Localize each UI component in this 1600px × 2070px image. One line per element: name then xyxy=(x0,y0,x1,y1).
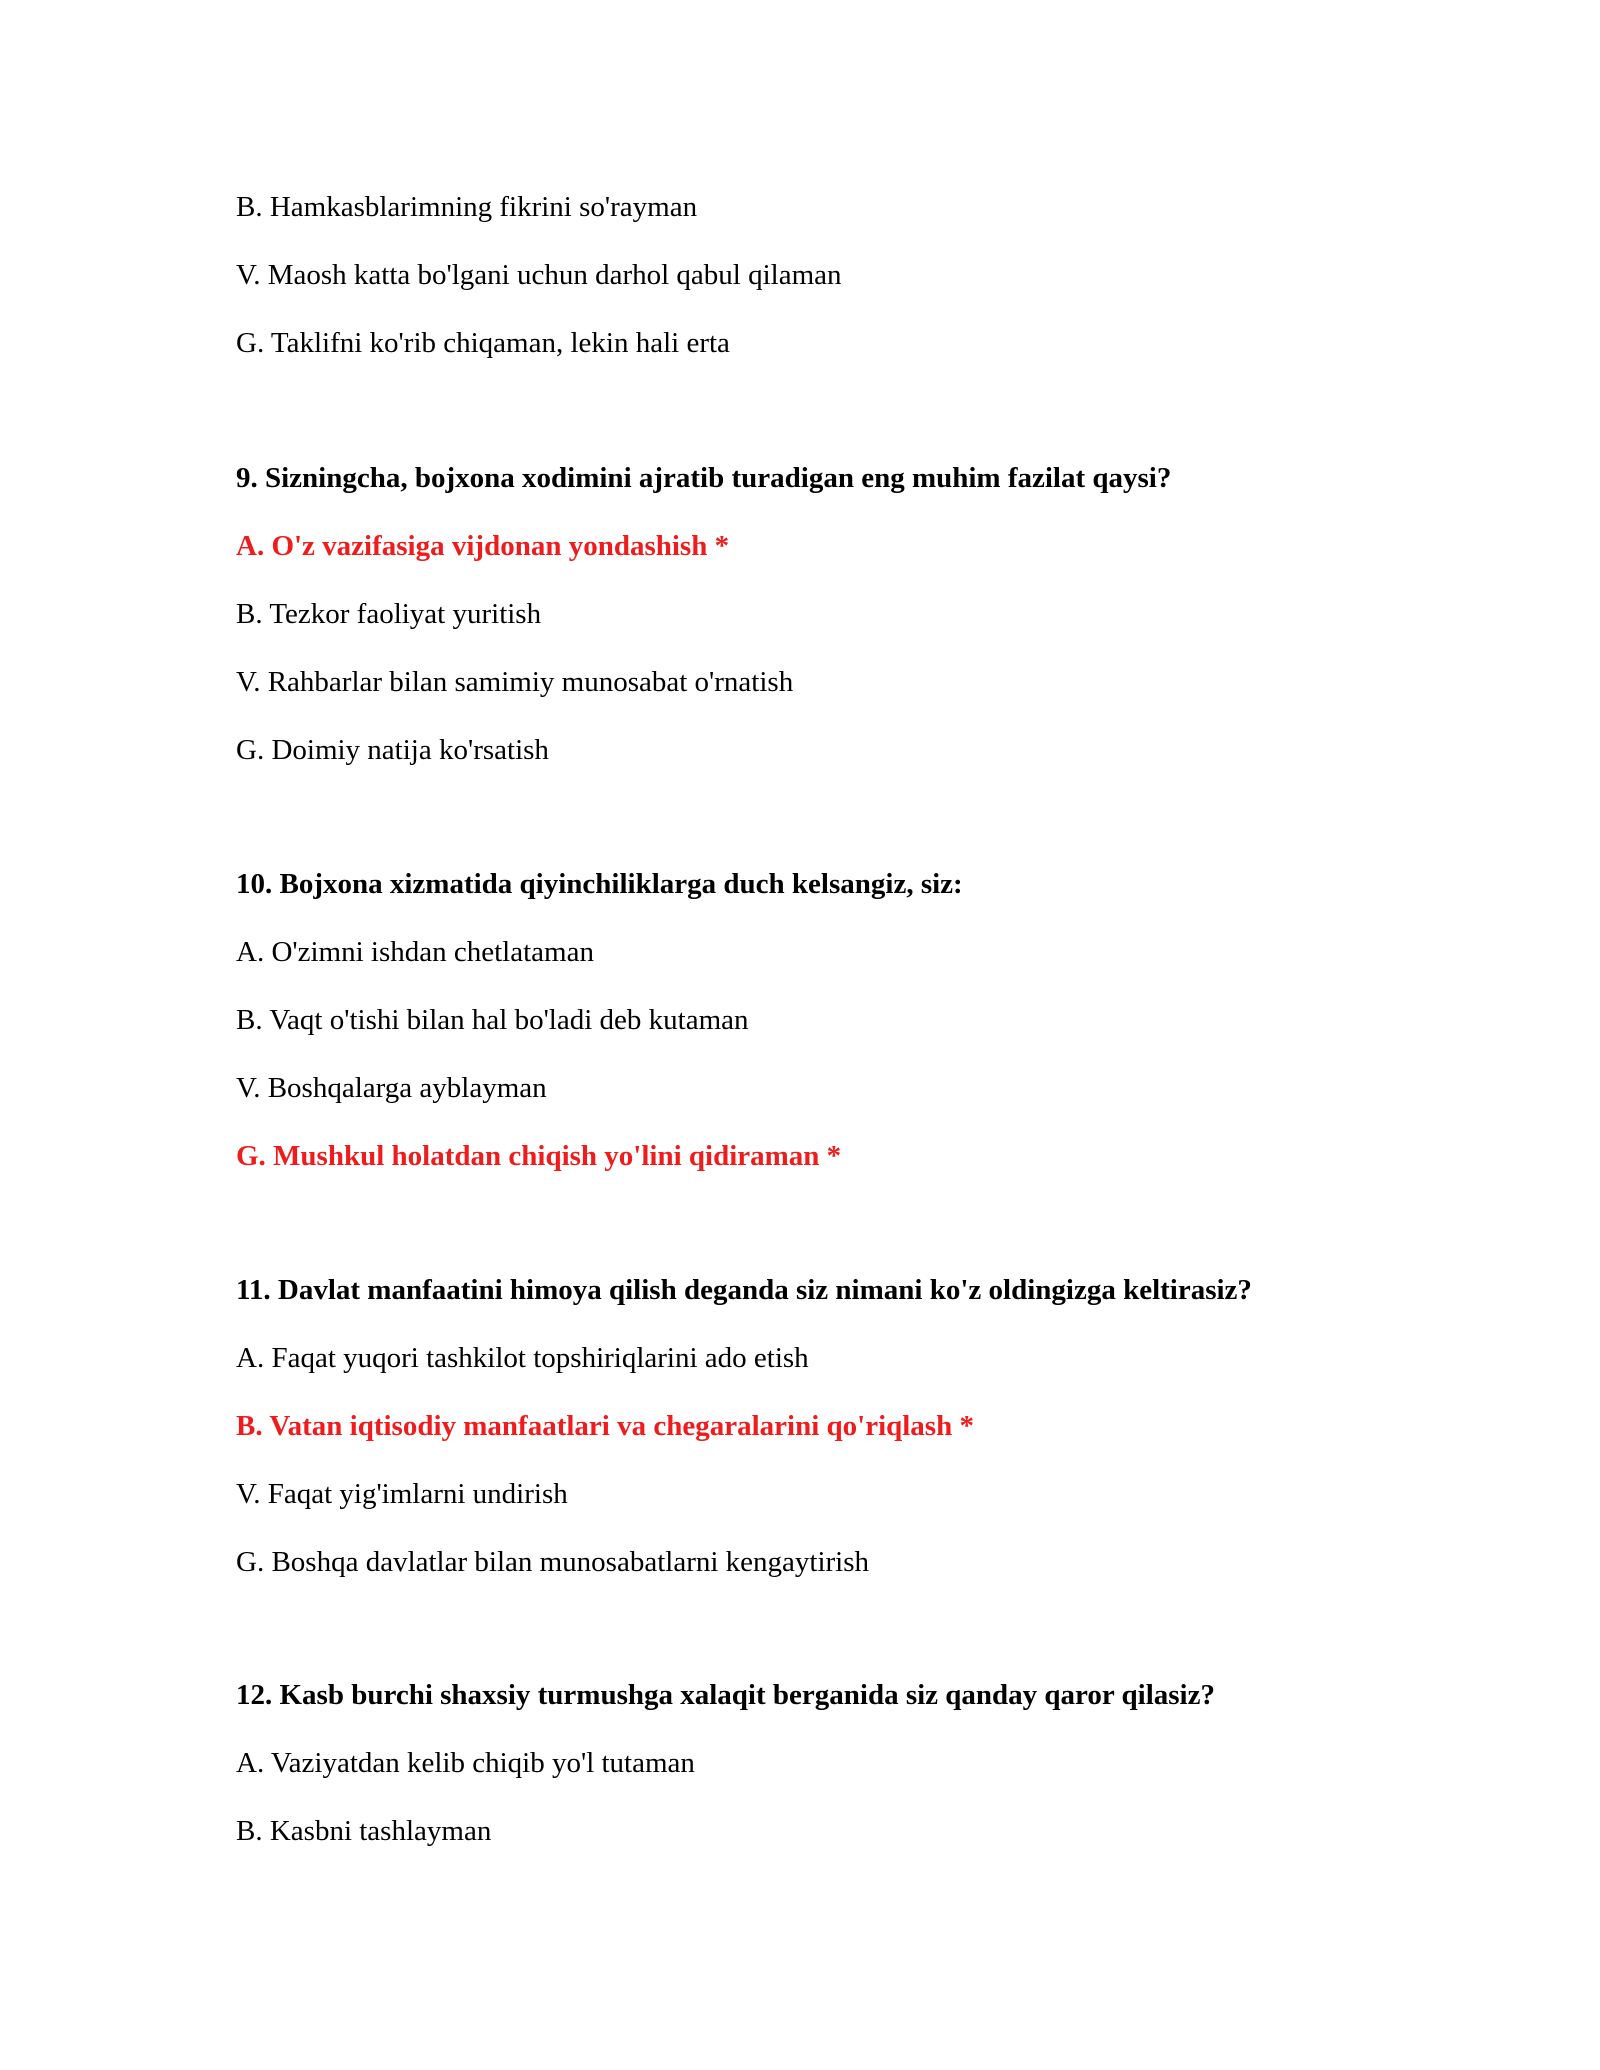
question-9: 9. Sizningcha, bojxona xodimini ajratib turadigan eng muhim fazilat qaysi? xyxy=(236,462,1172,494)
q9-option-b: B. Tezkor faoliyat yuritish xyxy=(236,598,542,630)
q11-option-b-correct: B. Vatan iqtisodiy manfaatlari va chegaralarini qo'riqlash * xyxy=(236,1410,974,1442)
q12-option-a: A. Vaziyatdan kelib chiqib yo'l tutaman xyxy=(236,1747,695,1779)
q9-option-v: V. Rahbarlar bilan samimiy munosabat o'rnatish xyxy=(236,666,794,698)
question-12: 12. Kasb burchi shaxsiy turmushga xalaqit berganida siz qanday qaror qilasiz? xyxy=(236,1679,1215,1711)
question-11: 11. Davlat manfaatini himoya qilish deganda siz nimani ko'z oldingizga keltirasiz? xyxy=(236,1274,1252,1306)
q10-option-v: V. Boshqalarga ayblayman xyxy=(236,1072,547,1104)
q10-option-g-correct: G. Mushkul holatdan chiqish yo'lini qidiraman * xyxy=(236,1140,842,1172)
option-g: G. Taklifni ko'rib chiqaman, lekin hali erta xyxy=(236,327,730,359)
q9-option-g: G. Doimiy natija ko'rsatish xyxy=(236,734,549,766)
q11-option-g: G. Boshqa davlatlar bilan munosabatlarni kengaytirish xyxy=(236,1546,870,1578)
q11-option-a: A. Faqat yuqori tashkilot topshiriqlarini ado etish xyxy=(236,1342,809,1374)
q9-option-a-correct: A. O'z vazifasiga vijdonan yondashish * xyxy=(236,530,730,562)
q12-option-b: B. Kasbni tashlayman xyxy=(236,1815,492,1847)
q10-option-a: A. O'zimni ishdan chetlataman xyxy=(236,936,594,968)
question-10: 10. Bojxona xizmatida qiyinchiliklarga duch kelsangiz, siz: xyxy=(236,868,963,900)
option-v: V. Maosh katta bo'lgani uchun darhol qabul qilaman xyxy=(236,259,842,291)
q11-option-v: V. Faqat yig'imlarni undirish xyxy=(236,1478,568,1510)
q10-option-b: B. Vaqt o'tishi bilan hal bo'ladi deb kutaman xyxy=(236,1004,749,1036)
option-b: B. Hamkasblarimning fikrini so'rayman xyxy=(236,191,698,223)
